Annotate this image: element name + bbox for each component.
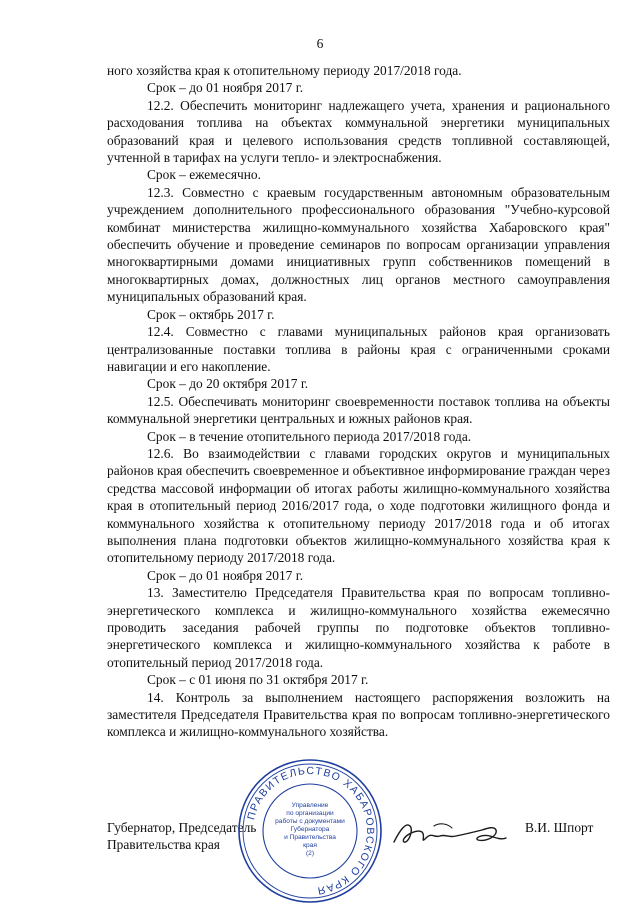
signatory-title-line: Правительства края	[107, 837, 220, 853]
paragraph: 13. Заместителю Председателя Правительства края по вопросам топливно-энергетического комплекса и жилищно-коммунального хозяйства ежемесячно проводить заседания рабочей группы по подготовке объектов топливно-энергетического комплекса и жилищно-коммунального хозяйства к работе в отопительный период 2017/2018 года.	[107, 585, 610, 670]
seal-inner-line: Управление	[291, 802, 329, 809]
document-body	[107, 62, 610, 741]
paragraph: 14. Контроль за выполнением настоящего распоряжения возложить на заместителя Председателя Правительства края по вопросам топливно-энергетического комплекса и жилищно-коммунального хозяйства.	[107, 689, 610, 740]
deadline: Срок – в течение отопительного периода 2017/2018 года.	[147, 428, 472, 444]
deadline: Срок – до 20 октября 2017 г.	[147, 376, 309, 392]
seal-inner-line: (2)	[305, 850, 315, 857]
paragraph: 12.4. Совместно с главами муниципальных районов края организовать централизованные поставки топлива в районы края с ограниченными сроками навигации и его накопление.	[107, 324, 610, 374]
paragraph: 12.5. Обеспечивать мониторинг своевременности поставок топлива на объекты коммунальной энергетики центральных и южных районов края.	[107, 393, 610, 427]
paragraph: 12.2. Обеспечить мониторинг надлежащего учета, хранения и рационального расходования топлива на объектах коммунальной энергетики муниципальных образований края и целевого использования средств топливной составляющей, учтенной в тарифах на услуги тепло- и электроснабжения.	[107, 97, 610, 166]
paragraph: 12.3. Совместно с краевым государственным автономным образовательным учреждением дополнительного профессионального образования "Учебно-курсовой комбинат министерства жилищно-коммунального хозяйства Хабаровского края" обеспечить обучение и проведение семинаров по вопросам организации управления многоквартирными домами инициативных групп собственников помещений в многоквартирных домах, должностных лиц органов местного самоуправления муниципальных образований края.	[107, 184, 610, 305]
signatory-title-line: Губернатор, Председатель	[107, 820, 257, 835]
seal-outer-text: ПРАВИТЕЛЬСТВО ХАБАРОВСКОГО КРАЯ	[245, 764, 377, 897]
deadline: Срок – ежемесячно.	[147, 167, 261, 183]
signatory-name: В.И. Шпорт	[525, 820, 594, 835]
page-number: 6	[316, 36, 324, 51]
deadline: Срок – октябрь 2017 г.	[147, 306, 275, 322]
handwritten-signature	[390, 808, 510, 853]
deadline: Срок – с 01 июня по 31 октября 2017 г.	[147, 672, 369, 688]
deadline: Срок – до 01 ноября 2017 г.	[147, 567, 304, 583]
official-seal-stamp	[236, 757, 384, 905]
paragraph: ного хозяйства края к отопительному периоду 2017/2018 года.	[107, 63, 462, 78]
seal-inner-line: работы с документами	[275, 818, 345, 825]
deadline: Срок – до 01 ноября 2017 г.	[147, 80, 304, 96]
paragraph: 12.6. Во взаимодействии с главами городских округов и муниципальных районов края обеспечить своевременное и объективное информирование граждан через средства массовой информации об итогах работы жилищно-коммунального хозяйства края в отопительный период 2016/2017 года, о ходе подготовки жилищного фонда и коммунального хозяйства к отопительному периоду 2017/2018 года и об итогах выполнения плана подготовки объектов жилищно-коммунального хозяйства края к отопительному периоду 2017/2018 года.	[107, 445, 610, 566]
signatory-title	[107, 819, 256, 854]
seal-inner-line: по организации	[286, 810, 334, 817]
seal-inner-line: края	[303, 842, 317, 849]
seal-inner-line: и Правительства	[284, 834, 336, 841]
seal-inner-line: Губернатора	[290, 826, 330, 833]
